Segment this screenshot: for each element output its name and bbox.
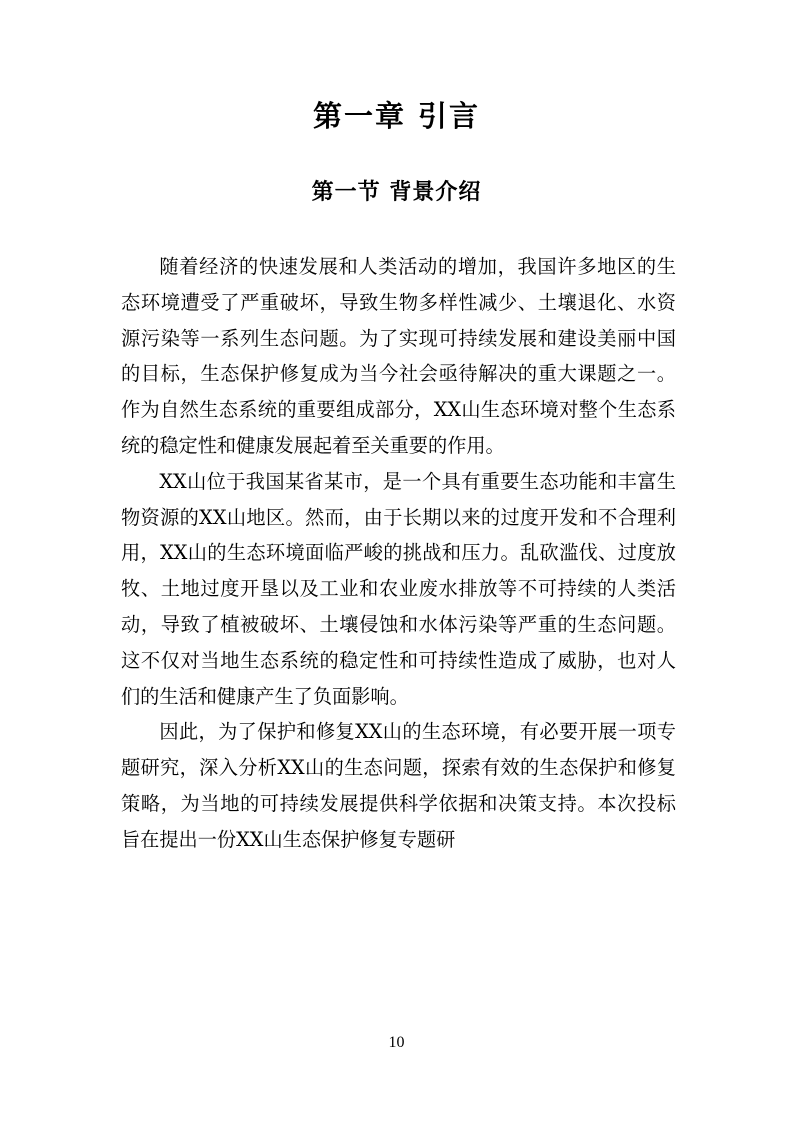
body-text — [121, 249, 676, 858]
page-number: 10 — [388, 1034, 405, 1051]
paragraph-background: 随着经济的快速发展和人类活动的增加，我国许多地区的生态环境遭受了严重破坏，导致生物多样性减少、土壤退化、水资源污染等一系列生态问题。为了实现可持续发展和建设美丽中国的目标，生态保护修复成为当今社会亟待解决的重大课题之一。作为自然生态系统的重要组成部分，XX山生态环境对整个生态系统的稳定性和健康发展起着至关重要的作用。 — [121, 255, 676, 457]
paragraph-purpose: 因此，为了保护和修复XX山的生态环境，有必要开展一项专题研究，深入分析XX山的生态问题，探索有效的生态保护和修复策略，为当地的可持续发展提供科学依据和决策支持。本次投标旨在提出一份XX山生态保护修复专题研 — [121, 720, 676, 851]
section-title: 第一节 背景介绍 — [311, 180, 482, 205]
paragraph-location: XX山位于我国某省某市，是一个具有重要生态功能和丰富生物资源的XX山地区。然而，由于长期以来的过度开发和不合理利用，XX山的生态环境面临严峻的挑战和压力。乱砍滥伐、过度放牧、土地过度开垦以及工业和农业废水排放等不可持续的人类活动，导致了植被破坏、土壤侵蚀和水体污染等严重的生态问题。这不仅对当地生态系统的稳定性和可持续性造成了威胁，也对人们的生活和健康产生了负面影响。 — [121, 469, 676, 708]
chapter-title: 第一章 引言 — [312, 99, 481, 133]
